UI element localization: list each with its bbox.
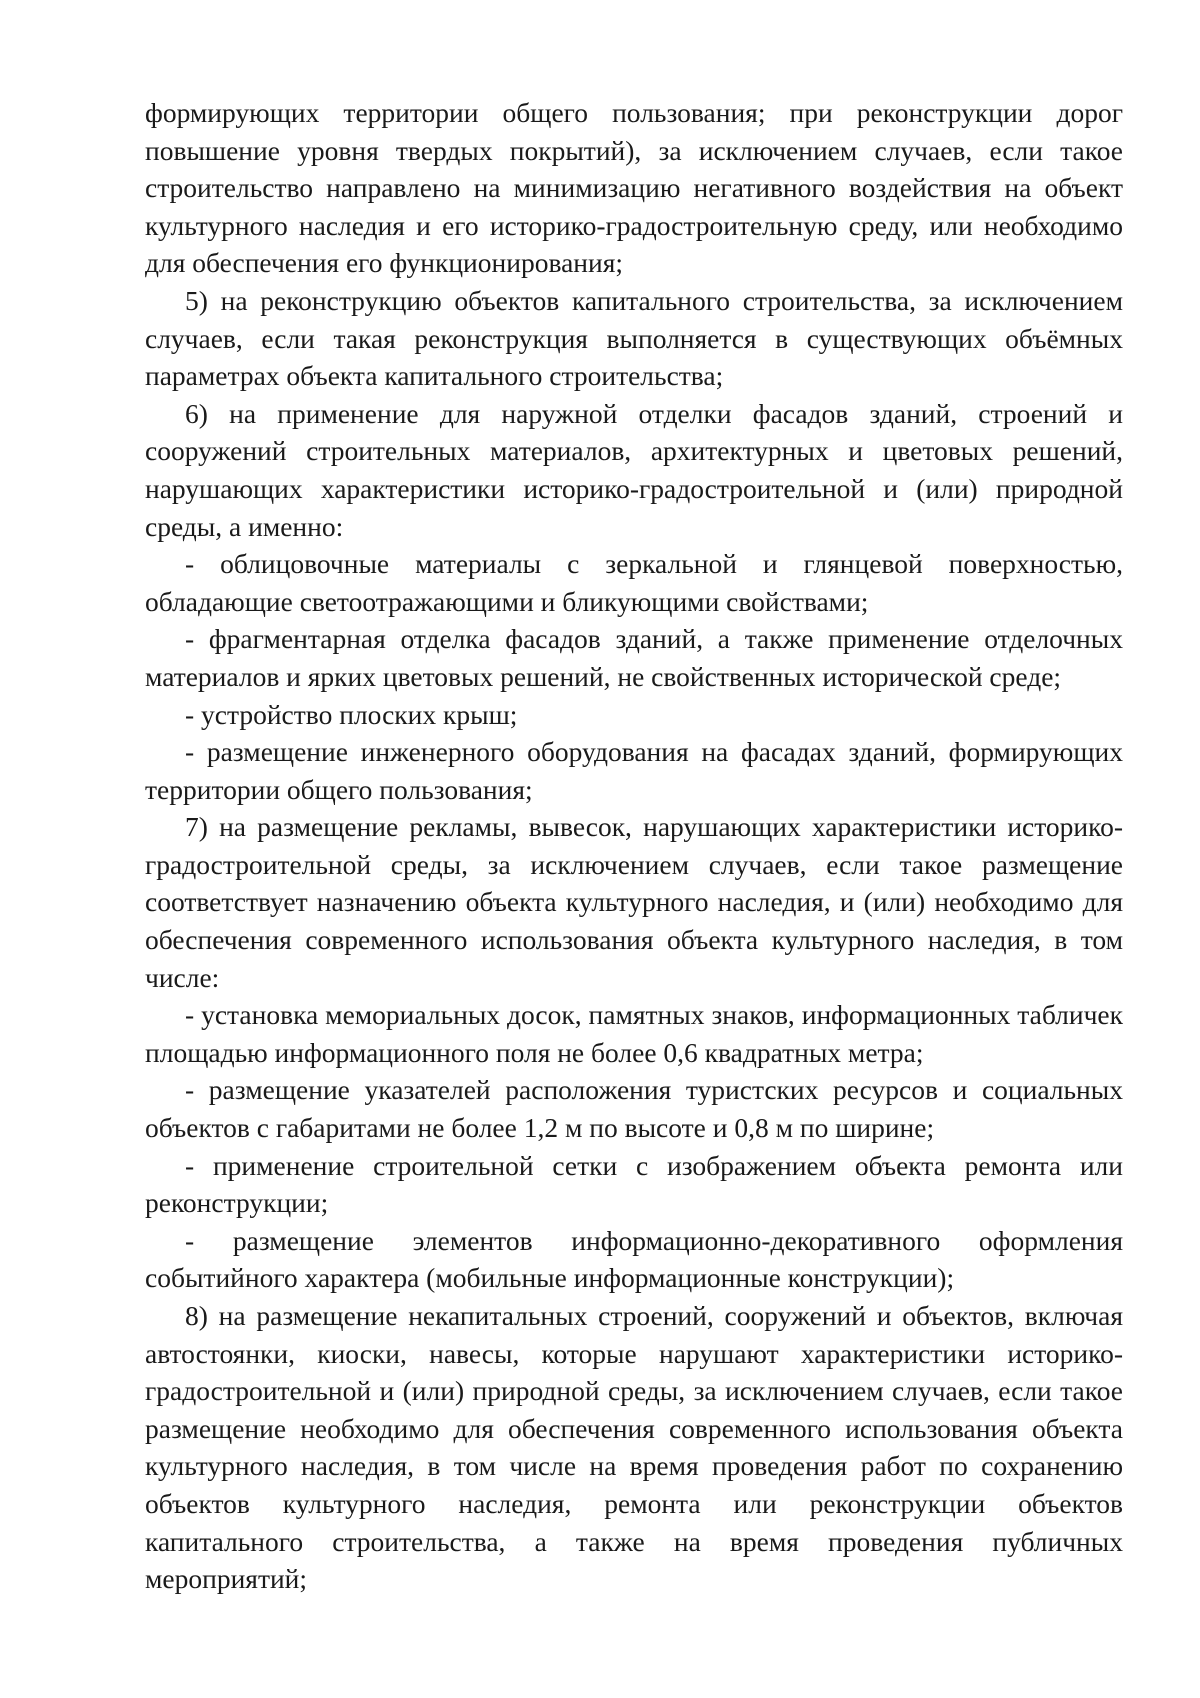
- paragraph-continuation: формирующих территории общего пользования; при реконструкции дорог повышение уровня твердых покрытий), за исключением случаев, если такое строительство направлено на минимизацию негативного воздействия на объект культурного наследия и его историко-градостроительную среду, или необходимо для обеспечения его функционирования;: [145, 97, 1123, 279]
- paragraph-subitem: - облицовочные материалы с зеркальной и глянцевой поверхностью, обладающие светоотражающими и бликующими свойствами;: [145, 548, 1123, 617]
- paragraph-item-6: 6) на применение для наружной отделки фасадов зданий, строений и сооружений строительных материалов, архитектурных и цветовых решений, нарушающих характеристики историко-градостроительной и (или) природной среды, а именно:: [145, 397, 1123, 542]
- paragraph-item-8: 8) на размещение некапитальных строений, сооружений и объектов, включая автостоянки, киоски, навесы, которые нарушают характеристики историко-градостроительной и (или) природной среды, за исключением случаев, если такое размещение необходимо для обеспечения современного использования объекта культурного наследия, в том числе на время проведения работ по сохранению объектов культурного наследия, ремонта или реконструкции объектов капитального строительства, а также на время проведения публичных мероприятий;: [145, 1300, 1123, 1595]
- document-page: [145, 94, 1123, 1598]
- paragraph-subitem: - установка мемориальных досок, памятных знаков, информационных табличек площадью информационного поля не более 0,6 квадратных метра;: [145, 999, 1123, 1068]
- paragraph-subitem: - размещение инженерного оборудования на фасадах зданий, формирующих территории общего пользования;: [145, 736, 1123, 805]
- paragraph-item-7: 7) на размещение рекламы, вывесок, нарушающих характеристики историко-градостроительной среды, за исключением случаев, если такое размещение соответствует назначению объекта культурного наследия, и (или) необходимо для обеспечения современного использования объекта культурного наследия, в том числе:: [145, 811, 1123, 993]
- paragraph-subitem: - фрагментарная отделка фасадов зданий, а также применение отделочных материалов и ярких цветовых решений, не свойственных исторической среде;: [145, 623, 1123, 692]
- paragraph-item-5: 5) на реконструкцию объектов капитального строительства, за исключением случаев, если такая реконструкция выполняется в существующих объёмных параметрах объекта капитального строительства;: [145, 284, 1123, 392]
- paragraph-subitem: - устройство плоских крыш;: [185, 698, 518, 730]
- paragraph-subitem: - размещение указателей расположения туристских ресурсов и социальных объектов с габаритами не более 1,2 м по высоте и 0,8 м по ширине;: [145, 1074, 1123, 1144]
- paragraph-subitem: - применение строительной сетки с изображением объекта ремонта или реконструкции;: [145, 1149, 1123, 1219]
- paragraph-subitem: - размещение элементов информационно-декоративного оформления событийного характера (мобильные информационные конструкции);: [145, 1224, 1123, 1294]
